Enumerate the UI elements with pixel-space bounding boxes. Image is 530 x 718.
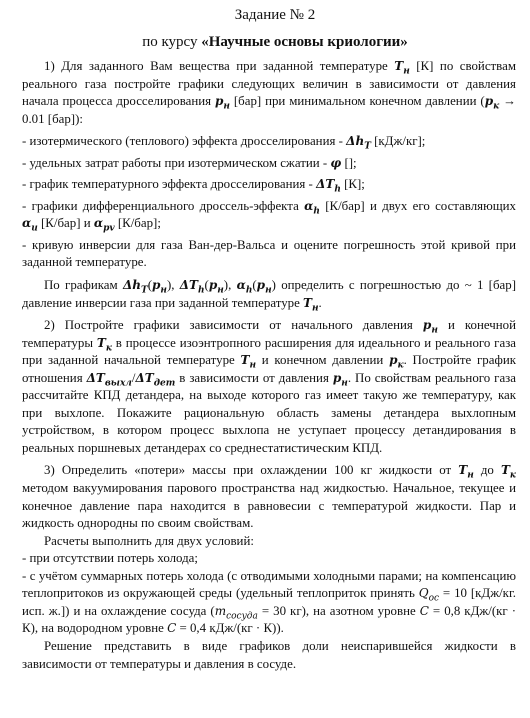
task3-intro: 3) Определить «потери» массы при охлаждении 100 кг жидкости от $T_н$ до $T_к$ методом вакуумирования парового пространства над жидкостью. Начальное, текущее и конечное давление пара находится в равновесии с температурой жидкости. Пар и жидкость однородны по своим свойствам. bbox=[22, 463, 516, 531]
task3-calc-header: Расчеты выполнить для двух условий: bbox=[44, 533, 254, 548]
task1-item: - изотермического (теплового) эффекта дросселирования - $\Delta h_T$ [кДж/кг]; bbox=[22, 134, 426, 152]
task1-intro: 1) Для заданного Вам вещества при заданной температуре $T_н$ [К] по свойствам реального газа постройте графики следующих величин в зависимости от давления начала процесса дросселирования $p_н$ [бар] при минимальном конечном давлении ($p_к \to 0.01$ [бар]): bbox=[22, 59, 516, 126]
task2-paragraph: 2) Постройте графики зависимости от начального давления $p_н$ и конечной температуры $T_к$ в процессе изоэнтропного расширения для идеального и реального газа при заданной начальной температуре $T_н$ и конечном давлении $p_к$. Постройте график отношения $\Delta T_{выхл}/\Delta T_{дет}$ в зависимости от давления $p_н$. По свойствам реального газа рассчитайте КПД детандера, на выходе которого газ имеет такую же температуру, как при выхлопе. Покажите рациональную область замены детандера выхлопным устройством, в котором процесс выхлопа не уступает процессу детандирования в реальных поршневых детандерах со среднестатистическим КПД. bbox=[22, 318, 517, 455]
task1-item: - графики дифференциального дроссель-эффекта $\alpha_h$ [К/бар] и двух его составляющих $\alpha_u$ [К/бар] и $\alpha_{pv}$ [К/бар]; bbox=[22, 198, 516, 234]
task3-condition: - с учётом суммарных потерь холода (с отводимыми холодными парами; на компенсацию теплопритоков из окружающей среды (удельный теплоприток принять $Q_{ос} = 10$ [кДж/кг. исп. ж.]) и на охлаждение сосуда ($m_{сосуда} = 30$ кг), на азотном уровне C = 0,8 кДж/(кг · К), на водородном уровне C = 0,4 кДж/(кг · К)). bbox=[22, 568, 517, 636]
task3-conclusion: Решение представить в виде графиков доли неиспарившейся жидкости в зависимости от температуры и давления в сосуде. bbox=[22, 638, 516, 671]
task1-item: - удельных затрат работы при изотермическом сжатии - φ []; bbox=[22, 155, 357, 170]
course-subtitle bbox=[34, 32, 516, 52]
task3-condition: - при отсутствии потерь холода; bbox=[22, 551, 198, 566]
task1-item: - график температурного эффекта дросселирования - $\Delta T_h$ [К]; bbox=[22, 177, 365, 195]
page-title: Задание № 2 bbox=[234, 7, 316, 23]
course-name: «Научные основы криологии» bbox=[201, 34, 408, 50]
task1-item: - кривую инверсии для газа Ван-дер-Вальса и оцените погрешность этой кривой при заданной температуре. bbox=[22, 237, 516, 270]
task1-closing: По графикам $\Delta h_T(p_н)$, $\Delta T_h(p_н)$, $\alpha_h(p_н)$ определить с погрешностью до ~ 1 [бар] давление инверсии газа при заданной температуре $T_н$. bbox=[22, 278, 516, 313]
course-prefix: по курсу bbox=[142, 34, 202, 50]
